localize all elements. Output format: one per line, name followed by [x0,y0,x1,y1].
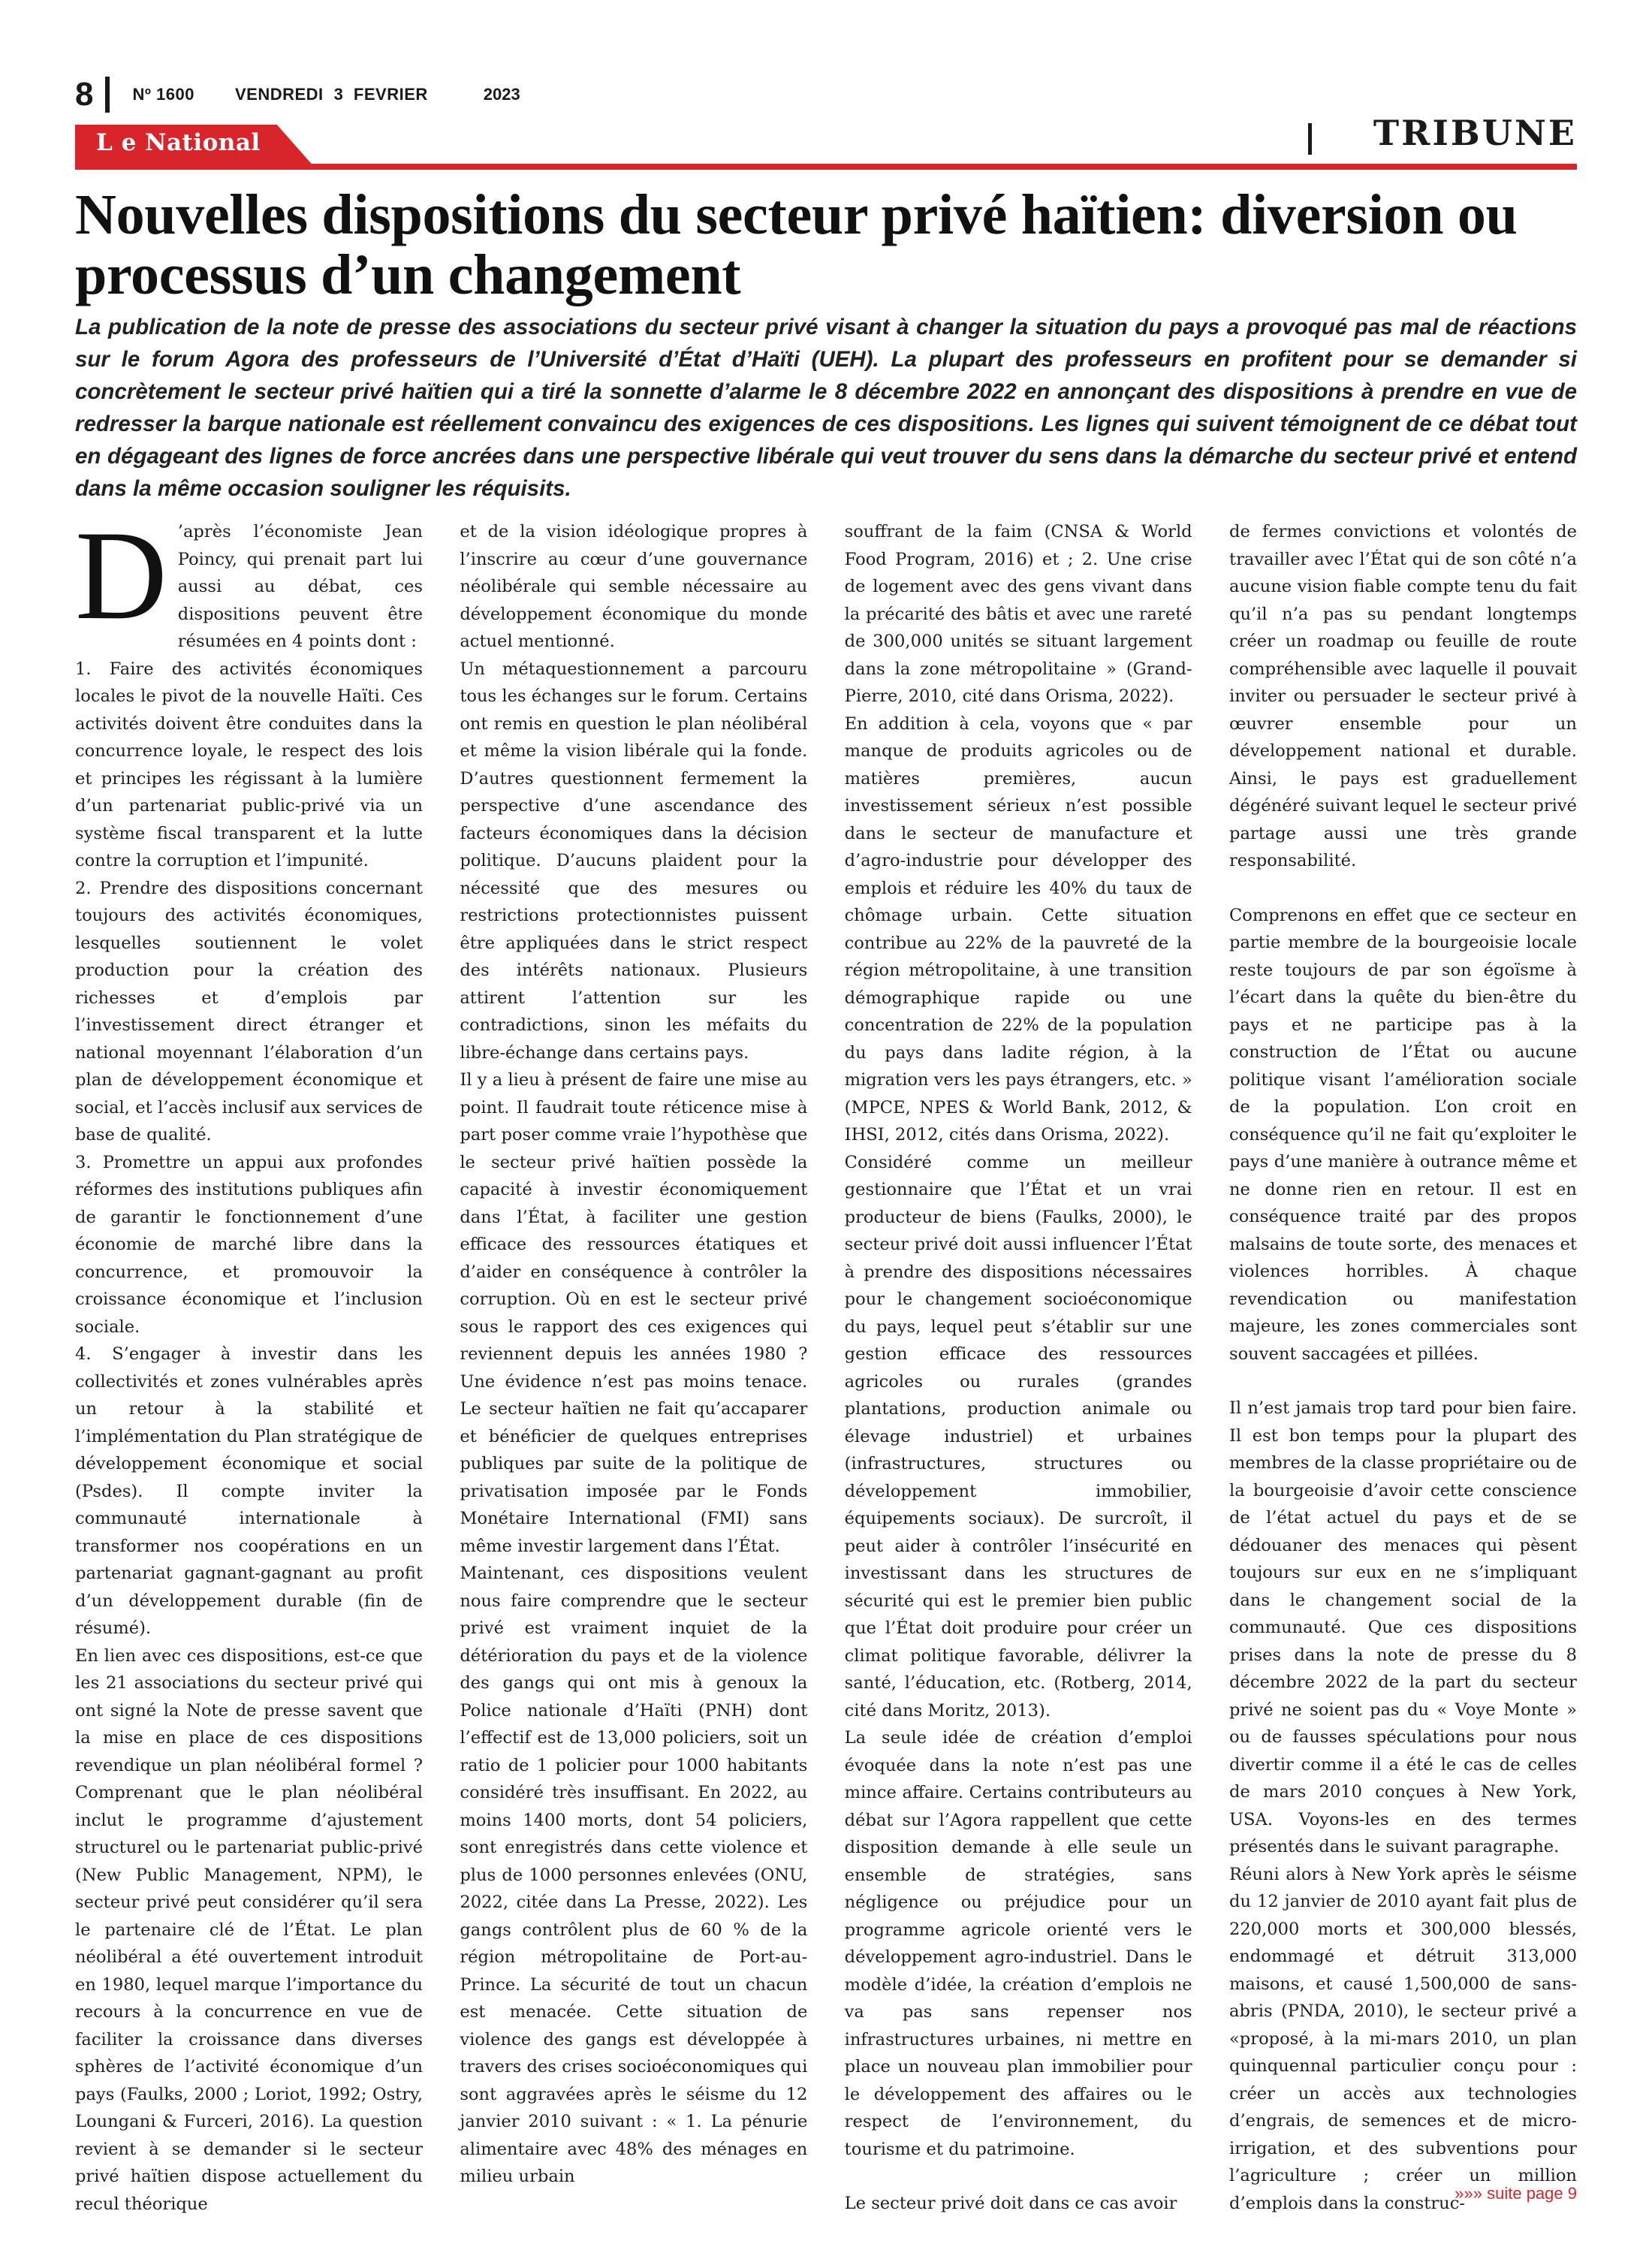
page-number: 8 [75,76,94,113]
issue-number: Nº 1600 [132,85,194,104]
paragraph: En lien avec ces dispositions, est-ce que les 21 associations du secteur privé qui ont signé la Note de presse savent que la mise en place de ces dispositions revendique un plan néolibéral formel ? Comprenant que le plan néolibéral inclut le programme d’ajustement structurel ou le partenariat public-privé (New Public Management, NPM), le secteur privé peut considérer qu’il sera le partenaire clé de l’État. Le plan néolibéral a été ouvertement introduit en 1980, lequel marque l’importance du recours à la concurrence en vue de faciliter la croissance dans diverses sphères de l’activité économique d’un pays (Faulks, 2000 ; Loriot, 1992; Ostry, Loungani & Furceri, 2016). La question revient à se demander si le secteur privé haïtien dispose actuellement du recul théorique [75,1645,423,2214]
issue-date-number: 3 [333,85,343,104]
paragraph: ’après l’économiste Jean Poincy, qui prenait part lui aussi au débat, ces dispositions peuvent être résumées en 4 points dont : [177,522,423,651]
issue-year: 2023 [483,85,520,104]
paragraph: 1. Faire des activités économiques locales le pivot de la nouvelle Haïti. Ces activités doivent être conduites dans la concurrence loyale, le respect des lois et principes les régissant à la lumière d’un partenariat public-privé via un système fiscal transparent et la lutte contre la corruption et l’impunité. [75,659,423,870]
article-column-2 [460,518,808,2186]
paragraph: et de la vision idéologique propres à l’inscrire au cœur d’une gouvernance néolibérale qui semble nécessaire au développement économique du monde actuel mentionné. [460,522,808,651]
article-column-3 [844,518,1192,2213]
section-divider [1308,123,1312,155]
paragraph: de fermes convictions et volontés de travailler avec l’État qui de son côté n’a aucune vision fiable compte tenu du fait qu’il n’a pas su pendant longtemps créer un roadmap ou feuille de route compréhensible avec laquelle il pouvait inviter ou persuader le secteur privé à œuvrer ensemble pour un développement national et durable. Ainsi, le pays est graduellement dégénéré suivant lequel le secteur privé partage aussi une très grande responsabilité. [1228,522,1577,870]
issue-day: VENDREDI [234,85,324,104]
paragraph: 3. Promettre un appui aux profondes réformes des institutions publiques afin de garantir le fonctionnement d’une économie de marché libre dans la concurrence, et promouvoir la croissance économique et l’inclusion sociale. [75,1152,423,1337]
page-number-divider [105,77,110,113]
paragraph: Le secteur privé doit dans ce cas avoir [844,2194,1177,2213]
paragraph: Il y a lieu à présent de faire une mise au point. Il faudrait toute réticence mise à part poser comme vraie l’hypothèse que le secteur privé haïtien possède la capacité à investir économiquement dans l’État, à faciliter une gestion efficace des ressources étatiques et d’aider en conséquence à contrôler la corruption. Où en est le secteur privé sous le rapport des ces exigences qui reviennent depuis les années 1980 ? Une évidence n’est pas moins tenace. Le secteur haïtien ne fait qu’accaparer et bénéficier de quelques entreprises publiques par suite de la politique de privatisation imposée par le Fonds Monétaire International (FMI) sans même investir largement dans l’État. [460,1070,808,1556]
paragraph: Réuni alors à New York après le séisme du 12 janvier de 2010 ayant fait plus de 220,000 morts et 300,000 blessés, endommagé et détruit 313,000 maisons, et causé 1,500,000 de sans-abris (PNDA, 2010), le secteur privé a «proposé, à la mi-mars 2010, un plan quinquennal particulier conçu pour : créer un accès aux technologies d’engrais, de semences et de micro-irrigation, et des subventions pour l’agriculture ; créer un million d’emplois dans la construc- [1228,1864,1577,2213]
issue-month: FEVRIER [353,85,428,104]
header-rule [75,164,1577,170]
article-lead: La publication de la note de presse des associations du secteur privé visant à changer la situation du pays a provoqué pas mal de réactions sur le forum Agora des professeurs de l’Université d’État d’Haïti (UEH). La plupart des professeurs en profitent pour se demander si concrètement le secteur privé haïtien qui a tiré la sonnette d’alarme le 8 décembre 2022 en annonçant des dispositions à prendre en vue de redresser la barque nationale est réellement convaincu des exigences de ces dispositions. Les lignes qui suivent témoignent de ce débat tout en dégageant des lignes de force ancrées dans une perspective libérale qui veut trouver du sens dans la démarche du secteur privé et entend dans la même occasion souligner les réquisits. [75,315,1577,501]
continued-link[interactable]: »»» suite page 9 [1455,2184,1577,2203]
paragraph: Maintenant, ces dispositions veulent nous faire comprendre que le secteur privé est vraiment inquiet de la détérioration du pays et de la violence des gangs qui ont mis à genoux la Police nationale d’Haïti (PNH) dont l’effectif est de 13,000 policiers, soit un ratio de 1 policier pour 1000 habitants considéré très insuffisant. En 2022, au moins 1400 morts, dont 54 policiers, sont enregistrés dans cette violence et plus de 1000 personnes enlevées (ONU, 2022, citée dans La Presse, 2022). Les gangs contrôlent plus de 60 % de la région métropolitaine de Port-au-Prince. La sécurité de tout un chacun est menacée. Cette situation de violence des gangs est développée à travers des crises socioéconomiques qui sont aggravées après le séisme du 12 janvier 2010 suivant : « 1. La pénurie alimentaire avec 48% des ménages en milieu urbain [460,1564,808,2186]
paragraph: 2. Prendre des dispositions concernant toujours des activités économiques, lesquelles soutiennent le volet production pour la création des richesses et d’emplois par l’investissement direct étranger et national moyennant l’élaboration d’un plan de développement économique et social, et l’accès inclusif aux services de base de qualité. [75,878,423,1145]
paragraph: Il n’est jamais trop tard pour bien faire. Il est bon temps pour la plupart des membres de la classe propriétaire ou de la bourgeoisie d’avoir cette conscience de l’état actuel du pays et de se dédouaner des menaces qui pèsent toujours sur eux en ne s’impliquant dans le changement social de la communauté. Que ces dispositions prises dans la note de presse du 8 décembre 2022 de la part du secteur privé ne soient pas du « Voye Monte » ou de fausses spéculations pour nous divertir comme il a été le cas de celles de mars 2010 conçues à New York, USA. Voyons-les en des termes présentés dans le suivant paragraphe. [1228,1398,1577,1856]
paragraph: Comprenons en effet que ce secteur en partie membre de la bourgeoisie locale reste toujours de par son égoïsme à l’écart dans la quête du bien-être du pays et ne participe pas à la construction de l’État ou aucune politique visant l’amélioration sociale de la population. L’on croit en conséquence qu’il ne fait qu’exploiter le pays d’une manière à outrance même et ne donne rien en retour. Il est en conséquence traité par des propos malsains de toute sorte, des menaces et violences horribles. À chaque revendication ou manifestation majeure, les zones commerciales sont souvent saccagées et pillées. [1228,905,1577,1364]
paragraph: souffrant de la faim (CNSA & World Food Program, 2016) et ; 2. Une crise de logement avec des gens vivant dans la précarité des bâtis et avec une rareté de 300,000 unités se situant largement dans la zone métropolitaine » (Grand-Pierre, 2010, cité dans Orisma, 2022). [844,522,1192,706]
section-label: TRIBUNE [1373,113,1577,153]
article-column-1 [75,505,423,2214]
paragraph: Considéré comme un meilleur gestionnaire que l’État et un vrai producteur de biens (Faulks, 2000), le secteur privé doit aussi influencer l’État à prendre des dispositions nécessaires pour le changement socioéconomique du pays, lequel peut s’établir sur une gestion efficace des ressources agricoles ou rurales (grandes plantations, production animale ou élevage industriel) et urbaines (infrastructures, structures ou développement immobilier, équipements sociaux). De surcroît, il peut aider à contrôler l’insécurité en investissant dans les structures de sécurité qui est le premier bien public que l’État doit produire pour créer un climat politique favorable, délivrer la santé, l’éducation, etc. (Rotberg, 2014, cité dans Moritz, 2013). [844,1152,1192,1721]
page-header [75,72,520,117]
article-title: Nouvelles dispositions du secteur privé haïtien: diversion ou processus d’un changement [75,183,1518,306]
paragraph: Un métaquestionnement a parcouru tous les échanges sur le forum. Certains ont remis en question le plan néolibéral et même la vision libérale qui la fonde. D’autres questionnent fermement la perspective d’une ascendance des facteurs économiques dans la décision politique. D’aucuns plaident pour la nécessité que des mesures ou restrictions protectionnistes puissent être appliquées dans le strict respect des intérêts nationaux. Plusieurs attirent l’attention sur les contradictions, sinon les méfaits du libre-échange dans certains pays. [460,659,808,1063]
drop-cap: D [75,505,167,646]
paragraph: 4. S’engager à investir dans les collectivités et zones vulnérables après un retour à la stabilité et l’implémentation du Plan stratégique de développement économique et social (Psdes). Il compte inviter la communauté internationale à transformer nos coopérations en un partenariat gagnant-gagnant au profit d’un développement durable (fin de résumé). [75,1344,423,1638]
paragraph: En addition à cela, voyons que « par manque de produits agricoles ou de matières premières, aucun investissement sérieux n’est possible dans le secteur de manufacture et d’agro-industrie pour développer des emplois et réduire les 40% du taux de chômage urbain. Cette situation contribue au 22% de la pauvreté de la région métropolitaine, à une transition démographique rapide ou une concentration de 22% de la population du pays dans ladite région, à la migration vers les pays étrangers, etc. » (MPCE, NPES & World Bank, 2012, & IHSI, 2012, cités dans Orisma, 2022). [844,713,1192,1145]
brand-logo-text: L e National [96,129,261,156]
paragraph: La seule idée de création d’emploi évoquée dans la note n’est pas une mince affaire. Certains contributeurs au débat sur l’Agora rappellent que cette disposition demande à elle seule un ensemble de stratégies, sans négligence ou préjudice pour un programme agricole orienté vers le développement agro-industriel. Dans le modèle d’idée, la création d’emplois ne va pas sans repenser nos infrastructures urbaines, ni mettre en place un nouveau plan immobilier pour le développement des affaires ou le respect de l’environnement, du tourisme et du patrimoine. [844,1728,1192,2159]
